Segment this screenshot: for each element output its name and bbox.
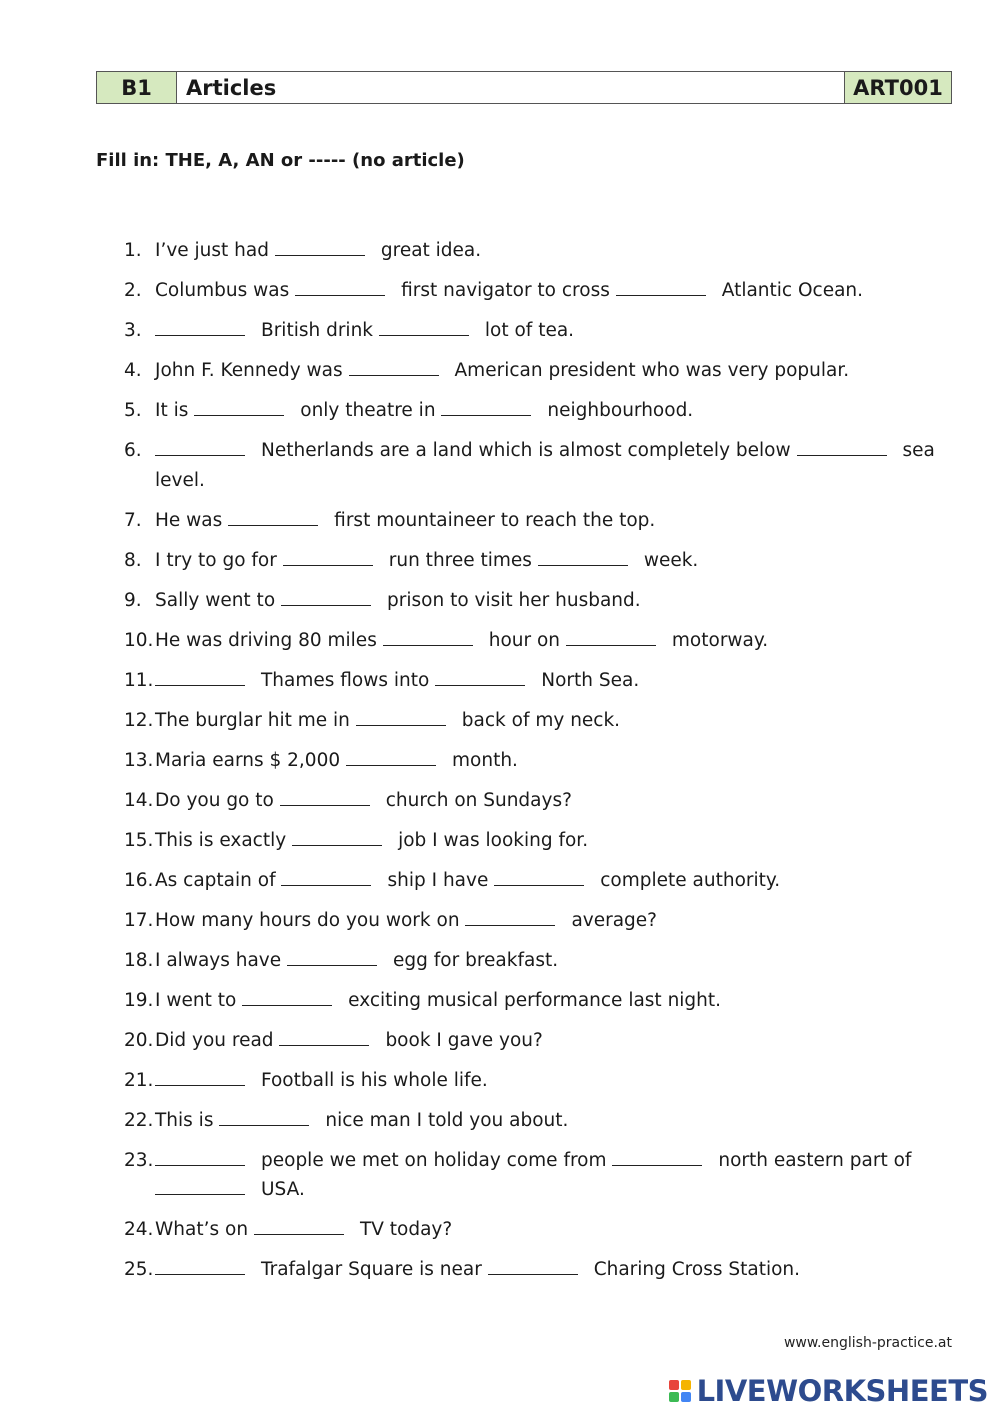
brand-text: LIVEWORKSHEETS bbox=[696, 1374, 988, 1408]
item-number: 18. bbox=[124, 949, 154, 971]
item-sentence bbox=[155, 706, 944, 736]
answer-blank[interactable] bbox=[356, 707, 446, 726]
worksheet-header bbox=[96, 71, 952, 104]
answer-blank[interactable] bbox=[612, 1147, 702, 1166]
sentence-fragment: Sally went to bbox=[155, 589, 282, 611]
instruction: Fill in: THE, A, AN or ----- (no article) bbox=[96, 150, 465, 171]
item-sentence bbox=[155, 356, 944, 386]
exercise-item bbox=[124, 1026, 944, 1056]
exercise-item bbox=[124, 506, 944, 536]
item-sentence bbox=[155, 1106, 944, 1136]
sentence-fragment: first mountaineer to reach the top. bbox=[334, 509, 656, 531]
exercise-list bbox=[124, 236, 944, 1295]
sentence-fragment: What’s on bbox=[155, 1219, 254, 1240]
sentence-fragment: USA. bbox=[261, 1179, 305, 1200]
level-cell: B1 bbox=[97, 72, 177, 103]
item-sentence bbox=[155, 786, 944, 816]
item-number: 8. bbox=[124, 549, 142, 571]
exercise-item bbox=[124, 1106, 944, 1136]
sentence-fragment: prison to visit her husband. bbox=[387, 589, 641, 611]
sentence-fragment: Trafalgar Square is near bbox=[261, 1259, 488, 1280]
sentence-fragment: run three times bbox=[388, 549, 538, 571]
answer-blank[interactable] bbox=[155, 667, 245, 686]
item-sentence bbox=[155, 586, 944, 616]
sentence-fragment: average? bbox=[571, 909, 657, 931]
answer-blank[interactable] bbox=[383, 627, 473, 646]
sentence-fragment: Maria earns $ 2,000 bbox=[155, 749, 346, 771]
answer-blank[interactable] bbox=[275, 237, 365, 256]
answer-blank[interactable] bbox=[797, 437, 887, 456]
answer-blank[interactable] bbox=[242, 987, 332, 1006]
item-number: 7. bbox=[124, 509, 142, 531]
item-sentence bbox=[155, 866, 944, 896]
sentence-fragment: only theatre in bbox=[300, 400, 442, 421]
item-number: 24. bbox=[124, 1219, 154, 1240]
answer-blank[interactable] bbox=[194, 397, 284, 416]
item-number: 4. bbox=[124, 360, 142, 381]
item-number: 16. bbox=[124, 869, 154, 891]
answer-blank[interactable] bbox=[155, 1256, 245, 1275]
sentence-fragment: Columbus was bbox=[155, 280, 296, 301]
answer-blank[interactable] bbox=[283, 547, 373, 566]
item-sentence bbox=[155, 986, 944, 1016]
sentence-fragment: North Sea. bbox=[541, 669, 640, 691]
item-sentence bbox=[155, 506, 944, 536]
exercise-item bbox=[124, 1146, 944, 1205]
exercise-item bbox=[124, 626, 944, 656]
item-number: 17. bbox=[124, 909, 154, 931]
title-cell: Articles bbox=[177, 72, 845, 103]
sentence-fragment: hour on bbox=[488, 629, 566, 651]
item-number: 10. bbox=[124, 629, 154, 651]
exercise-item bbox=[124, 786, 944, 816]
exercise-item bbox=[124, 1255, 944, 1285]
item-sentence bbox=[155, 546, 944, 576]
logo-square bbox=[681, 1380, 691, 1390]
sentence-fragment: How many hours do you work on bbox=[155, 909, 466, 931]
sentence-fragment: Thames flows into bbox=[261, 669, 436, 691]
answer-blank[interactable] bbox=[349, 357, 439, 376]
item-number: 19. bbox=[124, 989, 154, 1011]
item-sentence bbox=[155, 396, 944, 426]
sentence-fragment: complete authority. bbox=[600, 869, 781, 891]
sentence-fragment: nice man I told you about. bbox=[325, 1109, 569, 1131]
sentence-fragment: He was bbox=[155, 509, 229, 531]
sentence-fragment: TV today? bbox=[359, 1219, 453, 1240]
answer-blank[interactable] bbox=[280, 787, 370, 806]
sentence-fragment: motorway. bbox=[671, 629, 769, 651]
answer-blank[interactable] bbox=[488, 1256, 578, 1275]
sentence-fragment: As captain of bbox=[155, 869, 282, 891]
item-number: 6. bbox=[124, 440, 142, 461]
item-number: 11. bbox=[124, 669, 154, 691]
exercise-item bbox=[124, 276, 944, 306]
exercise-item bbox=[124, 356, 944, 386]
answer-blank[interactable] bbox=[287, 947, 377, 966]
sentence-fragment: Netherlands are a land which is almost completely below bbox=[261, 440, 797, 461]
answer-blank[interactable] bbox=[281, 867, 371, 886]
sentence-fragment: I try to go for bbox=[155, 549, 283, 571]
sentence-fragment: John F. Kennedy was bbox=[155, 360, 349, 381]
item-number: 2. bbox=[124, 280, 142, 301]
sentence-fragment: week. bbox=[643, 549, 699, 571]
exercise-item bbox=[124, 826, 944, 856]
item-sentence bbox=[155, 906, 944, 936]
item-sentence bbox=[155, 1255, 944, 1285]
item-number: 1. bbox=[124, 240, 142, 261]
sentence-fragment: north eastern part of bbox=[718, 1149, 912, 1171]
answer-blank[interactable] bbox=[228, 507, 318, 526]
answer-blank[interactable] bbox=[435, 667, 525, 686]
exercise-item bbox=[124, 986, 944, 1016]
answer-blank[interactable] bbox=[441, 397, 531, 416]
sentence-fragment: Do you go to bbox=[155, 789, 280, 811]
answer-blank[interactable] bbox=[465, 907, 555, 926]
answer-blank[interactable] bbox=[292, 827, 382, 846]
item-sentence bbox=[155, 436, 944, 495]
exercise-item bbox=[124, 586, 944, 616]
answer-blank[interactable] bbox=[616, 277, 706, 296]
exercise-item bbox=[124, 546, 944, 576]
sentence-fragment: neighbourhood. bbox=[547, 400, 694, 421]
sentence-fragment: American president who was very popular. bbox=[454, 360, 850, 381]
item-number: 25. bbox=[124, 1259, 154, 1280]
item-number: 14. bbox=[124, 789, 154, 811]
item-number: 15. bbox=[124, 829, 154, 851]
exercise-item bbox=[124, 866, 944, 896]
sentence-fragment: first navigator to cross bbox=[401, 280, 616, 301]
exercise-item bbox=[124, 946, 944, 976]
liveworksheets-brand bbox=[669, 1374, 988, 1408]
sentence-fragment: job I was looking for. bbox=[398, 829, 589, 851]
item-sentence bbox=[155, 946, 944, 976]
answer-blank[interactable] bbox=[494, 867, 584, 886]
item-sentence bbox=[155, 826, 944, 856]
sentence-fragment: Atlantic Ocean. bbox=[721, 280, 864, 301]
answer-blank[interactable] bbox=[155, 1176, 245, 1195]
exercise-item bbox=[124, 1215, 944, 1245]
sentence-fragment: British drink bbox=[261, 320, 379, 341]
item-number: 9. bbox=[124, 589, 142, 611]
item-number: 12. bbox=[124, 709, 154, 731]
answer-blank[interactable] bbox=[281, 587, 371, 606]
sentence-fragment: Did you read bbox=[155, 1029, 280, 1051]
item-number: 22. bbox=[124, 1109, 154, 1131]
item-sentence bbox=[155, 626, 944, 656]
item-sentence bbox=[155, 316, 944, 346]
item-number: 13. bbox=[124, 749, 154, 771]
sentence-fragment: This is exactly bbox=[155, 829, 293, 851]
exercise-item bbox=[124, 746, 944, 776]
item-sentence bbox=[155, 276, 944, 306]
answer-blank[interactable] bbox=[155, 437, 245, 456]
item-number: 23. bbox=[124, 1149, 154, 1171]
answer-blank[interactable] bbox=[279, 1027, 369, 1046]
exercise-item bbox=[124, 316, 944, 346]
sentence-fragment: I went to bbox=[155, 989, 243, 1011]
footer-url: www.english-practice.at bbox=[783, 1335, 952, 1351]
item-sentence bbox=[155, 1066, 944, 1096]
sentence-fragment: month. bbox=[452, 749, 518, 771]
answer-blank[interactable] bbox=[346, 747, 436, 766]
exercise-item bbox=[124, 1066, 944, 1096]
exercise-item bbox=[124, 906, 944, 936]
item-sentence bbox=[155, 746, 944, 776]
sentence-fragment: back of my neck. bbox=[461, 709, 621, 731]
sentence-fragment: sea level. bbox=[155, 440, 935, 491]
sentence-fragment: egg for breakfast. bbox=[393, 949, 559, 971]
sentence-fragment: lot of tea. bbox=[484, 320, 575, 341]
exercise-item bbox=[124, 436, 944, 495]
exercise-item bbox=[124, 396, 944, 426]
sentence-fragment: I’ve just had bbox=[155, 240, 275, 261]
sentence-fragment: Charing Cross Station. bbox=[593, 1259, 801, 1280]
answer-blank[interactable] bbox=[155, 317, 245, 336]
exercise-item bbox=[124, 236, 944, 266]
item-sentence bbox=[155, 1146, 944, 1205]
item-number: 20. bbox=[124, 1029, 154, 1051]
answer-blank[interactable] bbox=[538, 547, 628, 566]
answer-blank[interactable] bbox=[566, 627, 656, 646]
answer-blank[interactable] bbox=[379, 317, 469, 336]
logo-square bbox=[669, 1392, 679, 1402]
answer-blank[interactable] bbox=[254, 1216, 344, 1235]
sentence-fragment: book I gave you? bbox=[385, 1029, 543, 1051]
sentence-fragment: great idea. bbox=[380, 240, 482, 261]
item-number: 21. bbox=[124, 1069, 154, 1091]
code-cell: ART001 bbox=[845, 72, 951, 103]
sentence-fragment: people we met on holiday come from bbox=[261, 1149, 613, 1171]
sentence-fragment: ship I have bbox=[387, 869, 495, 891]
sentence-fragment: This is bbox=[155, 1109, 220, 1131]
item-sentence bbox=[155, 236, 944, 266]
exercise-item bbox=[124, 706, 944, 736]
sentence-fragment: church on Sundays? bbox=[385, 789, 572, 811]
sentence-fragment: Football is his whole life. bbox=[261, 1069, 488, 1091]
sentence-fragment: It is bbox=[155, 400, 195, 421]
sentence-fragment: exciting musical performance last night. bbox=[348, 989, 722, 1011]
answer-blank[interactable] bbox=[155, 1067, 245, 1086]
item-number: 3. bbox=[124, 320, 142, 341]
sentence-fragment: He was driving 80 miles bbox=[155, 629, 383, 651]
sentence-fragment: I always have bbox=[155, 949, 288, 971]
answer-blank[interactable] bbox=[155, 1147, 245, 1166]
logo-square bbox=[681, 1392, 691, 1402]
answer-blank[interactable] bbox=[295, 277, 385, 296]
sentence-fragment: The burglar hit me in bbox=[155, 709, 356, 731]
item-sentence bbox=[155, 1026, 944, 1056]
item-sentence bbox=[155, 1215, 944, 1245]
exercise-item bbox=[124, 666, 944, 696]
item-number: 5. bbox=[124, 400, 142, 421]
item-sentence bbox=[155, 666, 944, 696]
logo-square bbox=[669, 1380, 679, 1390]
liveworksheets-logo-icon bbox=[669, 1380, 691, 1402]
answer-blank[interactable] bbox=[219, 1107, 309, 1126]
